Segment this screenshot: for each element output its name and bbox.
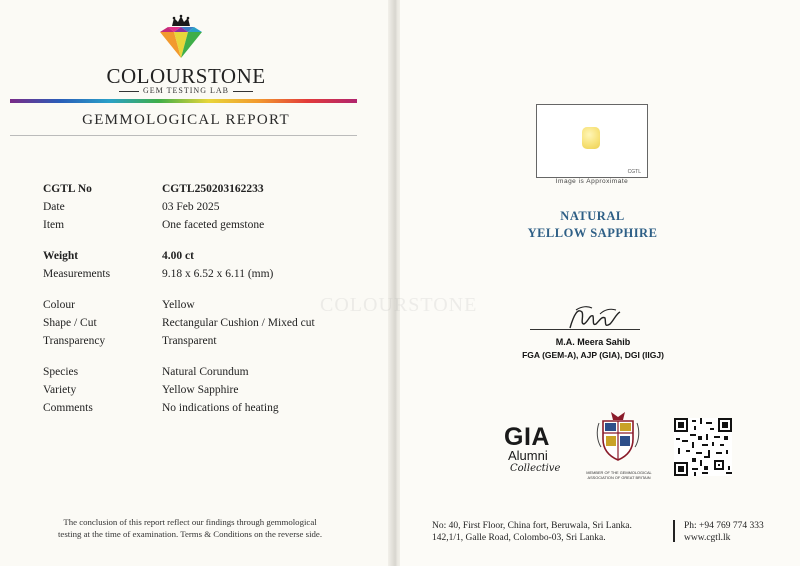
- phone-number: Ph: +94 769 774 333: [684, 521, 764, 531]
- lab-address: [432, 520, 632, 544]
- gemstone-image: [582, 127, 600, 149]
- report-title: GEMMOLOGICAL REPORT: [82, 112, 290, 128]
- signature-icon: [530, 300, 650, 336]
- field-label-transparency: Transparency: [43, 335, 106, 347]
- field-label-variety: Variety: [43, 384, 77, 396]
- lab-contact: [684, 520, 764, 544]
- footer-divider: [673, 520, 675, 542]
- gia-logo-text: GIA: [504, 423, 550, 451]
- field-value-variety: Yellow Sapphire: [162, 384, 239, 396]
- image-caption: Image is Approximate: [555, 178, 629, 185]
- brand-subtitle-text: GEM TESTING LAB: [143, 86, 229, 95]
- field-label-date: Date: [43, 201, 65, 213]
- signer-name: M.A. Meera Sahib: [555, 337, 631, 347]
- field-value-measurements: 9.18 x 6.52 x 6.11 (mm): [162, 268, 274, 280]
- gemstone-image-frame: [536, 104, 648, 178]
- field-value-cgtl-no: CGTL250203162233: [162, 183, 264, 195]
- brand-subtitle: [10, 86, 362, 95]
- stone-title-line-1: NATURAL: [560, 209, 625, 223]
- field-value-shape-cut: Rectangular Cushion / Mixed cut: [162, 317, 315, 329]
- field-value-species: Natural Corundum: [162, 366, 249, 378]
- signer-credentials: FGA (GEM-A), AJP (GIA), DGI (IIGJ): [522, 350, 664, 360]
- address-line-2: 142,1/1, Galle Road, Colombo-03, Sri Lanka.: [432, 533, 606, 543]
- crowned-diamond-logo-icon: [150, 14, 212, 62]
- association-caption-line-2: ASSOCIATION OF GREAT BRITAIN: [587, 475, 651, 480]
- field-value-colour: Yellow: [162, 299, 195, 311]
- field-value-comments: No indications of heating: [162, 402, 279, 414]
- image-mark: CGTL: [627, 169, 641, 175]
- gia-collective-text: Collective: [510, 463, 561, 474]
- field-label-colour: Colour: [43, 299, 75, 311]
- spectrum-divider: [10, 99, 357, 103]
- field-label-species: Species: [43, 366, 79, 378]
- stone-title-line-2: YELLOW SAPPHIRE: [527, 226, 658, 240]
- field-label-cgtl-no: CGTL No: [43, 183, 92, 195]
- report-right-page: [320, 0, 800, 566]
- qr-code-icon[interactable]: [674, 418, 732, 476]
- field-value-weight: 4.00 ct: [162, 250, 194, 262]
- gemmological-association-crest-icon: [595, 409, 641, 461]
- brand-name: COLOURSTONE: [106, 64, 266, 88]
- disclaimer-line-1: The conclusion of this report reflect our findings through gemmological: [63, 517, 317, 527]
- gia-alumni-text: Alumni: [508, 448, 548, 463]
- signature-line: [530, 329, 640, 330]
- disclaimer-line-2: testing at the time of examination. Terms & Conditions on the reverse side.: [57, 529, 323, 539]
- field-value-transparency: Transparent: [162, 335, 217, 347]
- gia-alumni-logo: [500, 423, 564, 483]
- field-label-weight: Weight: [43, 250, 79, 262]
- association-caption: [578, 470, 660, 480]
- association-caption-line-1: MEMBER OF THE GEMMOLOGICAL: [586, 470, 652, 475]
- field-value-date: 03 Feb 2025: [162, 201, 220, 213]
- field-label-shape-cut: Shape / Cut: [43, 317, 97, 329]
- field-label-item: Item: [43, 219, 65, 231]
- report-left-page: [0, 0, 392, 566]
- address-line-1: No: 40, First Floor, China fort, Beruwala, Sri Lanka.: [432, 521, 632, 531]
- field-label-comments: Comments: [43, 402, 93, 414]
- watermark: COLOURSTONE: [320, 294, 478, 316]
- field-value-item: One faceted gemstone: [162, 219, 265, 231]
- field-label-measurements: Measurements: [43, 268, 111, 280]
- website-link[interactable]: www.cgtl.lk: [684, 533, 731, 543]
- disclaimer: [20, 516, 360, 540]
- title-divider: [10, 135, 357, 136]
